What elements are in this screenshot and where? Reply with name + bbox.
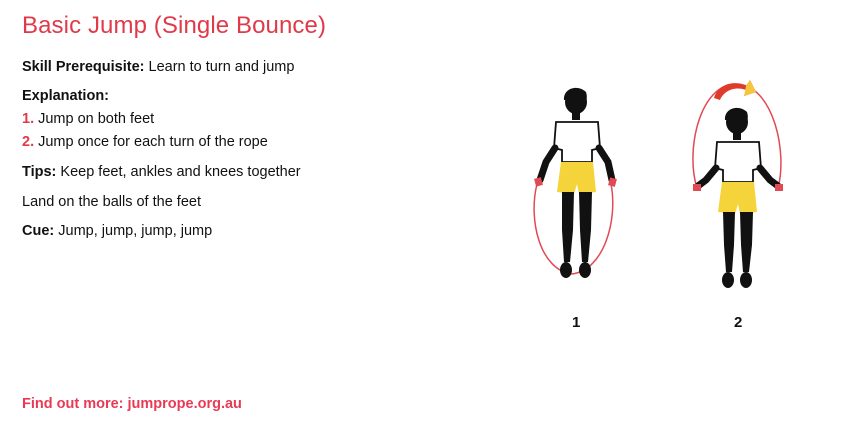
jump-illustration: [500, 70, 820, 310]
cue-label: Cue:: [22, 223, 55, 239]
step-number: 2.: [22, 134, 35, 150]
explanation-step-1: [22, 110, 154, 128]
page-title: Basic Jump (Single Bounce): [22, 12, 327, 39]
step-number: 1.: [22, 111, 35, 127]
cue-text: Jump, jump, jump, jump: [58, 223, 213, 239]
jumper-figure-2: [693, 80, 783, 288]
cue-line: [22, 222, 212, 240]
tips-text: Keep feet, ankles and knees together: [60, 164, 301, 180]
tips-line-2: [22, 193, 201, 211]
tips-text-2: Land on the balls of the feet: [22, 194, 201, 210]
figure-label-1: 1: [572, 314, 581, 331]
explanation-step-2: [22, 133, 268, 151]
explanation-heading: [22, 87, 109, 105]
jumper-figure-1: [534, 88, 617, 278]
step-text: Jump on both feet: [38, 111, 155, 127]
step-text: Jump once for each turn of the rope: [38, 134, 268, 150]
explanation-label: Explanation:: [22, 88, 110, 104]
prerequisite-label: Skill Prerequisite:: [22, 59, 145, 75]
tips-label: Tips:: [22, 164, 57, 180]
prerequisite-text: Learn to turn and jump: [148, 59, 295, 75]
figure-label-2: 2: [734, 314, 743, 331]
tips-line: [22, 163, 301, 181]
find-out-more-link[interactable]: Find out more: jumprope.org.au: [22, 396, 242, 412]
skill-prerequisite: [22, 58, 294, 76]
